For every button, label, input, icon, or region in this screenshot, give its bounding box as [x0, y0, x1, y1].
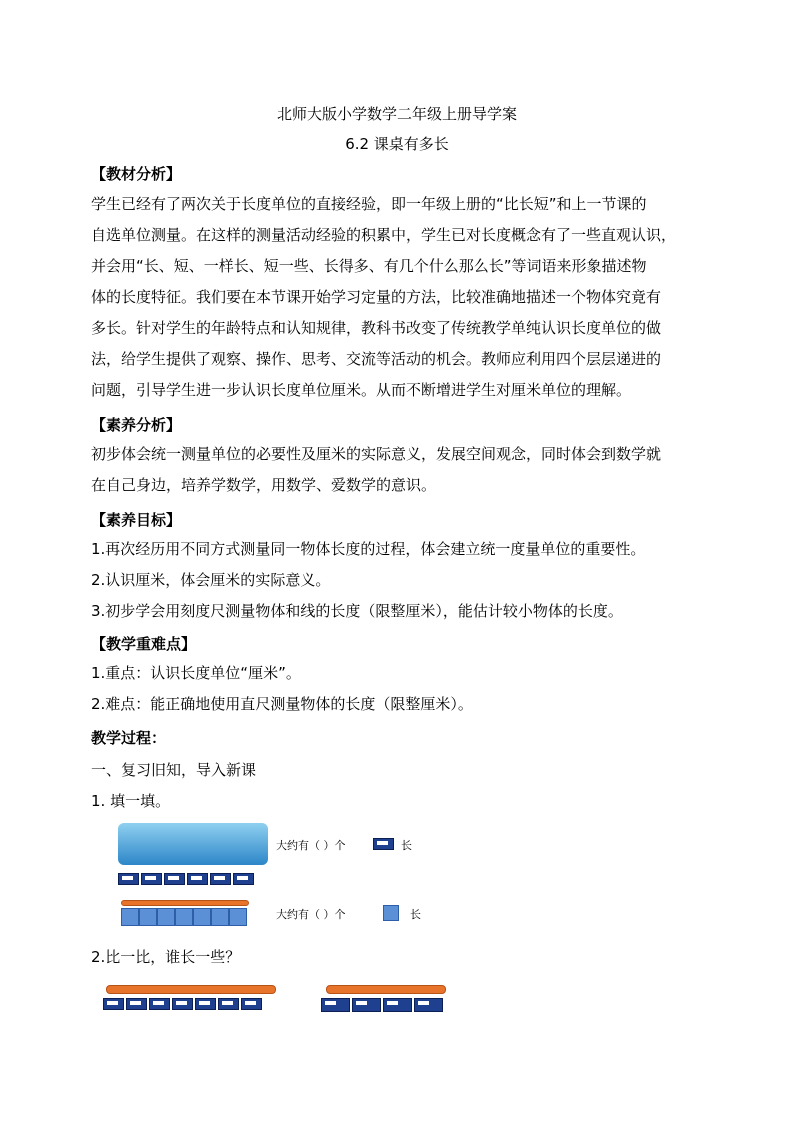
estimate-label-b: 大约有（ ）个: [276, 908, 346, 921]
paragraph-line: 学生已经有了两次关于长度单位的直接经验，即一年级上册的“比长短”和上一节课的: [91, 195, 647, 213]
eraser-icon: [103, 998, 124, 1010]
eraser-icon: [373, 838, 394, 850]
lesson-title: 6.2 课桌有多长: [345, 135, 449, 153]
question-2: 2.比一比，谁长一些？: [91, 948, 241, 966]
goals-section: [91, 509, 703, 530]
material-section: [91, 163, 703, 184]
eraser-icon: [164, 873, 185, 885]
eraser-icon: [210, 873, 231, 885]
cube-icon: [157, 908, 175, 926]
paragraph-line: 并会用“长、短、一样长、短一些、长得多、有几个什么那么长”等词语来形象描述物: [91, 257, 647, 275]
eraser-icon: [233, 873, 254, 885]
eraser-icon: [172, 998, 193, 1010]
goals-heading: 【素养目标】: [91, 511, 182, 529]
eraser-icon: [126, 998, 147, 1010]
literacy-section: [91, 414, 703, 435]
material-heading: 【教材分析】: [91, 165, 182, 183]
paragraph-line: 体的长度特征。我们要在本节课开始学习定量的方法，比较准确地描述一个物体究竟有: [91, 288, 662, 306]
eraser-icon: [149, 998, 170, 1010]
literacy-heading: 【素养分析】: [91, 416, 182, 434]
cube-icon: [139, 908, 157, 926]
estimate-label-a-end: 长: [401, 839, 412, 852]
key-points-heading: 【教学重难点】: [91, 635, 197, 653]
cube-icon: [229, 908, 247, 926]
goals-list: [91, 534, 703, 627]
cube-icon: [193, 908, 211, 926]
goal-item: 1.再次经历用不同方式测量同一物体长度的过程，体会建立统一度量单位的重要性。: [91, 540, 646, 558]
cube-icon: [175, 908, 193, 926]
paragraph-line: 在自己身边，培养学数学，用数学、爱数学的意识。: [91, 476, 437, 494]
eraser-icon: [352, 998, 381, 1012]
eraser-icon: [241, 998, 262, 1010]
eraser-icon: [321, 998, 350, 1012]
eraser-icon: [141, 873, 162, 885]
stick-left-image: [106, 985, 276, 994]
eraser-icon: [187, 873, 208, 885]
eraser-icon: [195, 998, 216, 1010]
eraser-icon: [414, 998, 443, 1012]
key-points-section: [91, 633, 703, 654]
cube-icon: [383, 905, 399, 921]
process-heading: 教学过程：: [91, 729, 167, 747]
eraser-icon: [218, 998, 239, 1010]
paragraph-line: 问题，引导学生进一步认识长度单位厘米。从而不断增进学生对厘米单位的理解。: [91, 381, 632, 399]
estimate-label-b-end: 长: [410, 908, 421, 921]
process-part1: 一、复习旧知，导入新课: [91, 761, 257, 779]
eraser-icon: [383, 998, 412, 1012]
eraser-icon: [118, 873, 139, 885]
cube-icon: [211, 908, 229, 926]
estimate-label-a: 大约有（ ）个: [276, 839, 346, 852]
pencil-box-image: [118, 823, 268, 865]
question-1: 1. 填一填。: [91, 792, 171, 810]
goal-item: 3.初步学会用刻度尺测量物体和线的长度（限整厘米），能估计较小物体的长度。: [91, 602, 623, 620]
paragraph-line: 多长。针对学生的年龄特点和认知规律，教科书改变了传统教学单纯认识长度单位的做: [91, 319, 662, 337]
paragraph-line: 法，给学生提供了观察、操作、思考、交流等活动的机会。教师应利用四个层层递进的: [91, 350, 662, 368]
paragraph-line: 自选单位测量。在这样的测量活动经验的积累中，学生已对长度概念有了一些直观认识，: [91, 226, 677, 244]
material-paragraph: [91, 189, 703, 406]
key-point-item: 2.难点：能正确地使用直尺测量物体的长度（限整厘米）。: [91, 695, 473, 713]
goal-item: 2.认识厘米，体会厘米的实际意义。: [91, 571, 331, 589]
key-point-item: 1.重点：认识长度单位“厘米”。: [91, 664, 301, 682]
cube-icon: [121, 908, 139, 926]
key-points-list: [91, 658, 703, 720]
process-section: [91, 727, 703, 748]
paragraph-line: 初步体会统一测量单位的必要性及厘米的实际意义，发展空间观念，同时体会到数学就: [91, 445, 662, 463]
stick-right-image: [326, 985, 446, 994]
pencil-image: [121, 900, 249, 906]
literacy-paragraph: [91, 439, 703, 501]
document-title: 北师大版小学数学二年级上册导学案: [276, 105, 517, 123]
